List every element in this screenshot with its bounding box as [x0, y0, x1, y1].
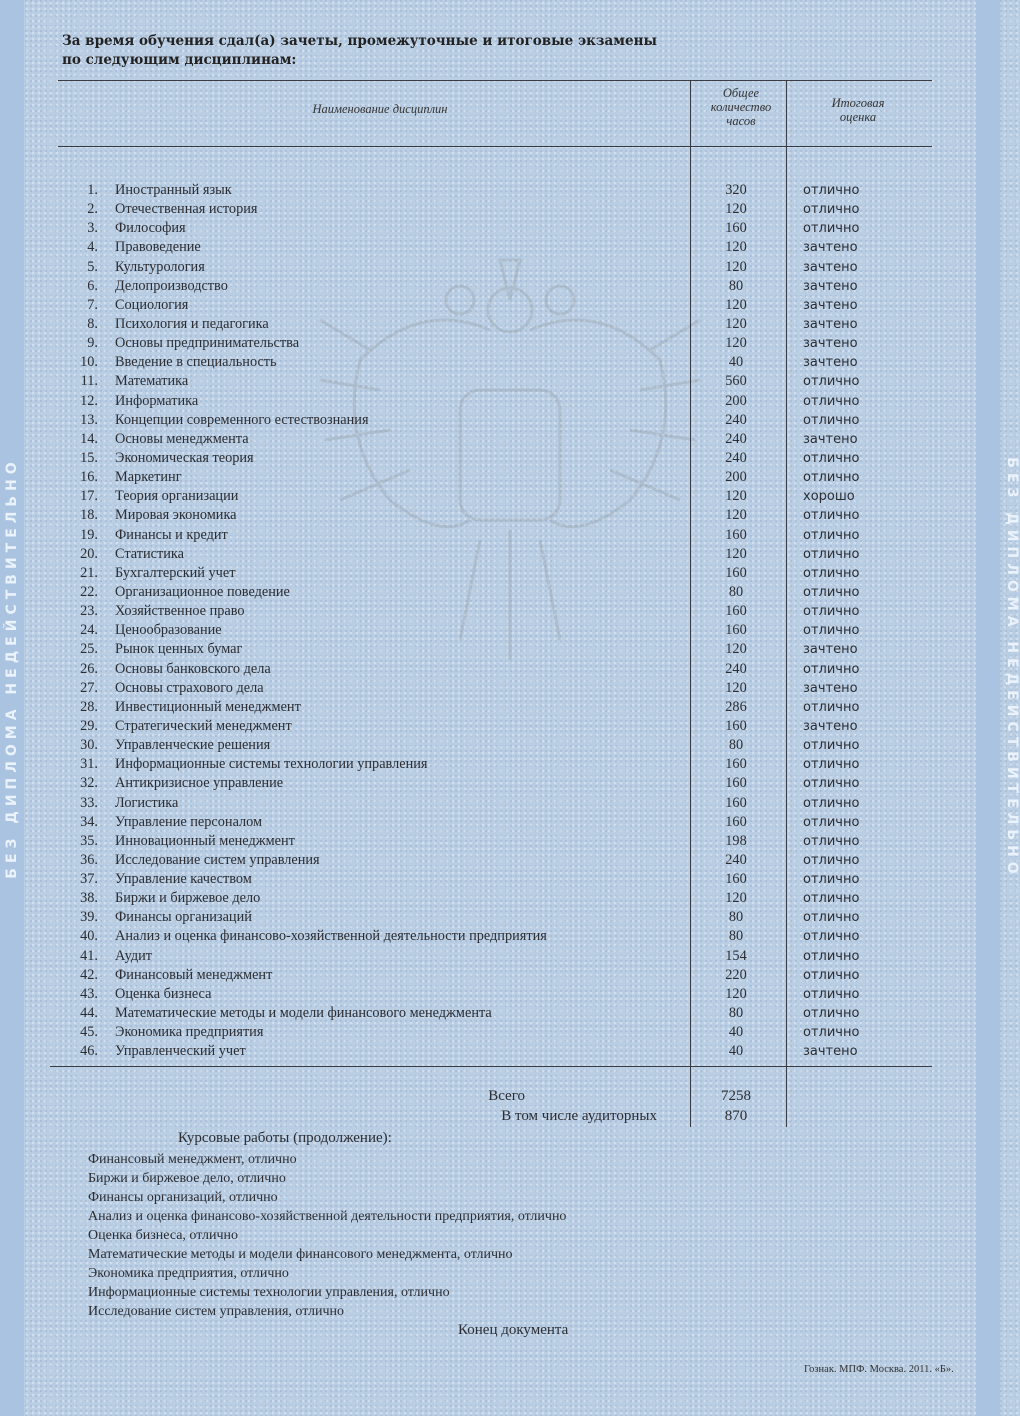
discipline-number: 26. — [80, 660, 98, 677]
discipline-name: Бухгалтерский учет — [115, 564, 236, 581]
discipline-hours: 80 — [728, 737, 744, 754]
discipline-grade: отлично — [803, 852, 860, 868]
discipline-hours: 160 — [725, 794, 747, 811]
discipline-number: 43. — [80, 985, 98, 1002]
discipline-name: Финансы организаций — [115, 909, 252, 926]
coursework-item: Информационные системы технологии управления, отлично — [88, 1285, 450, 1300]
discipline-name: Математика — [115, 373, 189, 390]
discipline-hours: 40 — [728, 1043, 744, 1060]
table-row — [0, 411, 1000, 430]
discipline-number: 32. — [80, 775, 98, 792]
table-row — [0, 583, 1000, 602]
discipline-number: 44. — [80, 1005, 98, 1022]
discipline-name: Управление качеством — [115, 871, 252, 888]
discipline-name: Иностранный язык — [115, 182, 232, 198]
table-row — [0, 640, 1000, 659]
discipline-number: 20. — [80, 545, 98, 562]
discipline-name: Оценка бизнеса — [115, 985, 212, 1002]
discipline-hours: 160 — [725, 220, 747, 237]
discipline-hours: 160 — [725, 622, 747, 639]
discipline-grade: отлично — [803, 833, 860, 849]
discipline-grade: отлично — [803, 814, 860, 830]
heading-line-1: За время обучения сдал(а) зачеты, промежуточные и итоговые экзамены — [62, 33, 658, 49]
table-row — [0, 1023, 1000, 1042]
discipline-name: Основы страхового дела — [115, 679, 264, 696]
discipline-number: 7. — [87, 296, 98, 313]
table-row — [0, 794, 1000, 813]
discipline-hours: 120 — [725, 335, 747, 352]
table-row — [0, 621, 1000, 640]
table-row — [0, 372, 1000, 391]
discipline-grade: отлично — [803, 757, 860, 773]
discipline-grade: отлично — [803, 604, 860, 620]
discipline-name: Управленческие решения — [115, 737, 271, 754]
table-row — [0, 755, 1000, 774]
discipline-hours: 120 — [725, 315, 747, 332]
discipline-grade: хорошо — [803, 489, 855, 505]
discipline-grade: отлично — [803, 795, 860, 811]
discipline-number: 9. — [87, 335, 98, 352]
discipline-grade: отлично — [803, 546, 860, 562]
discipline-grade: зачтено — [803, 316, 858, 332]
discipline-name: Ценообразование — [115, 622, 222, 639]
discipline-number: 12. — [80, 392, 98, 409]
discipline-name: Логистика — [115, 794, 179, 811]
discipline-number: 13. — [80, 411, 98, 428]
table-row — [0, 966, 1000, 985]
discipline-hours: 160 — [725, 717, 747, 734]
discipline-number: 28. — [80, 698, 98, 715]
discipline-grade: отлично — [803, 470, 860, 486]
table-row — [0, 526, 1000, 545]
discipline-number: 39. — [80, 909, 98, 926]
auditorium-value: 870 — [724, 1108, 748, 1124]
discipline-grade: отлично — [803, 929, 860, 945]
discipline-name: Философия — [115, 220, 186, 237]
column-header-grade: Итоговая оценка — [831, 96, 885, 124]
discipline-name: Основы предпринимательства — [115, 335, 300, 352]
discipline-hours: 120 — [725, 890, 747, 907]
discipline-hours: 240 — [725, 851, 747, 868]
discipline-number: 19. — [80, 526, 98, 543]
table-row — [0, 813, 1000, 832]
discipline-number: 18. — [80, 507, 98, 524]
table-row — [0, 602, 1000, 621]
discipline-hours: 120 — [725, 985, 747, 1002]
discipline-number: 25. — [80, 641, 98, 658]
discipline-grade: отлично — [803, 738, 860, 754]
discipline-hours: 200 — [725, 392, 747, 409]
discipline-grade: отлично — [803, 1006, 860, 1022]
discipline-number: 37. — [80, 871, 98, 888]
discipline-name: Аудит — [115, 947, 153, 964]
table-row — [0, 296, 1000, 315]
table-row — [0, 219, 1000, 238]
table-row — [0, 334, 1000, 353]
discipline-grade: отлично — [803, 661, 860, 677]
discipline-grade: отлично — [803, 967, 860, 983]
discipline-grade: отлично — [803, 986, 860, 1002]
discipline-grade: отлично — [803, 1025, 860, 1041]
discipline-hours: 560 — [725, 373, 747, 390]
discipline-hours: 240 — [725, 449, 747, 466]
discipline-number: 21. — [80, 564, 98, 581]
discipline-grade: отлично — [803, 910, 860, 926]
discipline-grade: отлично — [803, 776, 860, 792]
end-of-document: Конец документа — [458, 1322, 569, 1338]
discipline-grade: отлично — [803, 450, 860, 466]
discipline-grade: зачтено — [803, 355, 858, 371]
table-row — [0, 545, 1000, 564]
discipline-hours: 120 — [725, 679, 747, 696]
table-row — [0, 181, 1000, 200]
discipline-grade: зачтено — [803, 431, 858, 447]
discipline-number: 14. — [80, 430, 98, 447]
table-row — [0, 889, 1000, 908]
table-row — [0, 717, 1000, 736]
discipline-grade: отлично — [803, 183, 860, 198]
discipline-grade: отлично — [803, 202, 860, 218]
discipline-grade: отлично — [803, 623, 860, 639]
coursework-item: Экономика предприятия, отлично — [88, 1266, 289, 1281]
discipline-hours: 120 — [725, 545, 747, 562]
discipline-grade: зачтено — [803, 278, 858, 294]
coursework-title: Курсовые работы (продолжение): — [178, 1130, 392, 1146]
discipline-hours: 220 — [725, 966, 747, 983]
coursework-item: Анализ и оценка финансово-хозяйственной деятельности предприятия, отлично — [88, 1209, 567, 1224]
discipline-name: Концепции современного естествознания — [115, 411, 369, 428]
discipline-number: 46. — [80, 1043, 98, 1060]
discipline-name: Социология — [115, 296, 189, 313]
discipline-grade: отлично — [803, 374, 860, 390]
discipline-number: 16. — [80, 469, 98, 486]
table-row — [0, 832, 1000, 851]
discipline-name: Финансовый менеджмент — [115, 966, 273, 983]
discipline-hours: 200 — [725, 469, 747, 486]
discipline-name: Введение в специальность — [115, 354, 277, 371]
discipline-hours: 80 — [728, 583, 744, 600]
discipline-hours: 160 — [725, 813, 747, 830]
table-row — [0, 200, 1000, 219]
discipline-number: 45. — [80, 1024, 98, 1041]
discipline-hours: 160 — [725, 564, 747, 581]
discipline-hours: 240 — [725, 660, 747, 677]
discipline-hours: 120 — [725, 239, 747, 256]
right-strip-text: БЕЗ ДИПЛОМА НЕДЕЙСТВИТЕЛЬНО — [1004, 457, 1020, 879]
header-bottom-rule — [58, 146, 932, 147]
discipline-name: Основы менеджмента — [115, 430, 249, 447]
discipline-number: 17. — [80, 488, 98, 505]
discipline-hours: 160 — [725, 526, 747, 543]
table-row — [0, 698, 1000, 717]
discipline-number: 1. — [87, 182, 98, 198]
discipline-hours: 120 — [725, 296, 747, 313]
discipline-number: 2. — [87, 201, 98, 218]
discipline-grade: отлично — [803, 527, 860, 543]
table-row — [0, 908, 1000, 927]
table-row — [0, 1042, 1000, 1061]
discipline-name: Финансы и кредит — [115, 526, 228, 543]
discipline-name: Теория организации — [115, 488, 239, 505]
coursework-item: Математические методы и модели финансового менеджмента, отлично — [88, 1247, 513, 1262]
discipline-name: Хозяйственное право — [115, 603, 245, 620]
column-header-name: Наименование дисциплин — [312, 102, 448, 116]
discipline-number: 23. — [80, 603, 98, 620]
table-row — [0, 564, 1000, 583]
discipline-hours: 120 — [725, 641, 747, 658]
left-strip-text: БЕЗ ДИПЛОМА НЕДЕЙСТВИТЕЛЬНО — [4, 457, 20, 879]
discipline-number: 38. — [80, 890, 98, 907]
discipline-grade: отлично — [803, 393, 860, 409]
discipline-hours: 160 — [725, 756, 747, 773]
discipline-name: Статистика — [115, 545, 184, 562]
discipline-number: 34. — [80, 813, 98, 830]
discipline-hours: 80 — [728, 909, 744, 926]
column-header-hours: Общее количество часов — [710, 86, 772, 128]
discipline-grade: отлично — [803, 412, 860, 428]
discipline-number: 6. — [87, 277, 98, 294]
coursework-item: Исследование систем управления, отлично — [88, 1304, 344, 1319]
discipline-hours: 240 — [725, 411, 747, 428]
discipline-name: Математические методы и модели финансового менеджмента — [115, 1005, 492, 1022]
discipline-name: Управление персоналом — [115, 813, 263, 830]
discipline-name: Экономическая теория — [115, 449, 254, 466]
table-row — [0, 851, 1000, 870]
discipline-grade: отлично — [803, 891, 860, 907]
discipline-name: Антикризисное управление — [115, 775, 284, 792]
discipline-number: 35. — [80, 832, 98, 849]
table-row — [0, 660, 1000, 679]
discipline-number: 24. — [80, 622, 98, 639]
discipline-number: 5. — [87, 258, 98, 275]
discipline-name: Организационное поведение — [115, 583, 290, 600]
discipline-number: 29. — [80, 717, 98, 734]
discipline-grade: зачтено — [803, 1044, 858, 1060]
discipline-hours: 198 — [725, 832, 747, 849]
discipline-name: Анализ и оценка финансово-хозяйственной деятельности предприятия — [115, 928, 547, 945]
auditorium-label: В том числе аудиторных — [501, 1108, 657, 1124]
table-bottom-rule — [50, 1066, 932, 1067]
discipline-grade: отлично — [803, 872, 860, 888]
discipline-grade: зачтено — [803, 642, 858, 658]
discipline-grade: отлично — [803, 565, 860, 581]
discipline-hours: 154 — [725, 947, 747, 964]
table-row — [0, 315, 1000, 334]
discipline-name: Психология и педагогика — [115, 315, 269, 332]
discipline-grade: отлично — [803, 948, 860, 964]
total-label: Всего — [488, 1088, 525, 1104]
discipline-grade: зачтено — [803, 240, 858, 256]
table-row — [0, 506, 1000, 525]
discipline-grade: отлично — [803, 508, 860, 524]
table-row — [0, 736, 1000, 755]
coursework-item: Финансы организаций, отлично — [88, 1190, 278, 1205]
discipline-hours: 320 — [725, 182, 747, 198]
total-value: 7258 — [721, 1088, 751, 1104]
table-row — [0, 487, 1000, 506]
discipline-name: Стратегический менеджмент — [115, 717, 292, 734]
discipline-hours: 40 — [728, 1024, 744, 1041]
table-row — [0, 468, 1000, 487]
discipline-hours: 120 — [725, 258, 747, 275]
discipline-hours: 160 — [725, 603, 747, 620]
discipline-name: Информатика — [115, 392, 199, 409]
printer-mark: Гознак. МПФ. Москва. 2011. «Б». — [804, 1364, 954, 1375]
discipline-grade: зачтено — [803, 297, 858, 313]
discipline-name: Основы банковского дела — [115, 660, 271, 677]
discipline-hours: 40 — [728, 354, 744, 371]
discipline-number: 36. — [80, 851, 98, 868]
discipline-hours: 120 — [725, 488, 747, 505]
discipline-name: Инновационный менеджмент — [115, 832, 295, 849]
table-row — [0, 679, 1000, 698]
discipline-grade: зачтено — [803, 680, 858, 696]
discipline-name: Экономика предприятия — [115, 1024, 264, 1041]
page-heading — [62, 32, 682, 70]
discipline-name: Маркетинг — [115, 469, 182, 486]
table-row — [0, 870, 1000, 889]
discipline-grade: отлично — [803, 699, 860, 715]
discipline-name: Правоведение — [115, 239, 201, 256]
table-row — [0, 774, 1000, 793]
discipline-name: Управленческий учет — [115, 1043, 246, 1060]
discipline-name: Культурология — [115, 258, 205, 275]
discipline-hours: 160 — [725, 871, 747, 888]
table-row — [0, 277, 1000, 296]
discipline-number: 10. — [80, 354, 98, 371]
discipline-name: Информационные системы технологии управления — [115, 756, 428, 773]
discipline-name: Отечественная история — [115, 201, 258, 218]
coursework-list — [88, 1150, 566, 1321]
discipline-hours: 120 — [725, 201, 747, 218]
discipline-hours: 160 — [725, 775, 747, 792]
discipline-number: 3. — [87, 220, 98, 237]
discipline-grade: зачтено — [803, 259, 858, 275]
table-row — [0, 258, 1000, 277]
table-row — [0, 353, 1000, 372]
discipline-hours: 80 — [728, 1005, 744, 1022]
discipline-name: Биржи и биржевое дело — [115, 890, 261, 907]
table-row — [0, 1004, 1000, 1023]
discipline-hours: 240 — [725, 430, 747, 447]
table-row — [0, 238, 1000, 257]
table-row — [0, 927, 1000, 946]
discipline-grade: зачтено — [803, 718, 858, 734]
discipline-number: 40. — [80, 928, 98, 945]
table-row — [0, 985, 1000, 1004]
discipline-number: 15. — [80, 449, 98, 466]
discipline-grade: зачтено — [803, 336, 858, 352]
table-row — [0, 392, 1000, 411]
discipline-hours: 120 — [725, 507, 747, 524]
heading-line-2: по следующим дисциплинам: — [62, 52, 297, 68]
discipline-number: 4. — [87, 239, 98, 256]
coursework-item: Финансовый менеджмент, отлично — [88, 1152, 297, 1167]
table-row — [0, 430, 1000, 449]
table-top-rule — [58, 80, 932, 81]
discipline-name: Исследование систем управления — [115, 851, 320, 868]
discipline-hours: 80 — [728, 277, 744, 294]
discipline-number: 33. — [80, 794, 98, 811]
disciplines-table — [0, 181, 1000, 1061]
table-row — [0, 449, 1000, 468]
coursework-item: Биржи и биржевое дело, отлично — [88, 1171, 286, 1186]
discipline-number: 22. — [80, 583, 98, 600]
discipline-grade: отлично — [803, 584, 860, 600]
discipline-hours: 286 — [725, 698, 747, 715]
discipline-number: 27. — [80, 679, 98, 696]
coursework-item: Оценка бизнеса, отлично — [88, 1228, 239, 1243]
discipline-grade: отлично — [803, 221, 860, 237]
discipline-name: Мировая экономика — [115, 507, 237, 524]
discipline-number: 11. — [80, 373, 98, 390]
discipline-number: 41. — [80, 947, 98, 964]
discipline-number: 31. — [80, 756, 98, 773]
discipline-hours: 80 — [728, 928, 744, 945]
discipline-name: Делопроизводство — [115, 277, 228, 294]
discipline-number: 42. — [80, 966, 98, 983]
discipline-number: 30. — [80, 737, 98, 754]
table-row — [0, 947, 1000, 966]
discipline-number: 8. — [87, 315, 98, 332]
discipline-name: Рынок ценных бумаг — [115, 641, 243, 658]
discipline-name: Инвестиционный менеджмент — [115, 698, 301, 715]
